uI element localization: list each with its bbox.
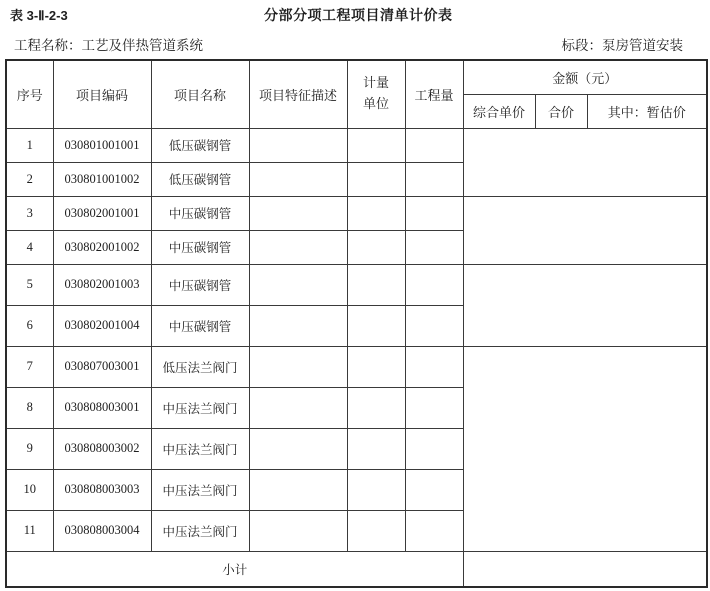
unit-cell	[347, 510, 405, 551]
desc-cell	[249, 469, 347, 510]
code-cell: 030808003004	[53, 510, 151, 551]
col-unit	[347, 60, 405, 128]
seq-cell: 11	[6, 510, 53, 551]
qty-cell	[405, 128, 463, 162]
name-cell: 中压碳钢管	[151, 230, 249, 264]
table-row	[6, 264, 707, 305]
seq-cell: 4	[6, 230, 53, 264]
unit-cell	[347, 469, 405, 510]
name-cell: 低压碳钢管	[151, 128, 249, 162]
name-cell: 中压碳钢管	[151, 305, 249, 346]
name-cell: 低压法兰阀门	[151, 346, 249, 387]
code-cell: 030802001002	[53, 230, 151, 264]
code-cell: 030801001002	[53, 162, 151, 196]
code-cell: 030802001004	[53, 305, 151, 346]
name-cell: 中压法兰阀门	[151, 387, 249, 428]
amount-cell	[463, 196, 707, 264]
subtotal-row	[6, 551, 707, 587]
page-title: 分部分项工程项目清单计价表	[264, 8, 453, 24]
col-unit-price: 综合单价	[463, 94, 535, 128]
subtotal-amount-cell	[463, 551, 707, 587]
col-unit-line2: 单位	[362, 97, 389, 113]
code-cell: 030808003002	[53, 428, 151, 469]
name-cell: 低压碳钢管	[151, 162, 249, 196]
qty-cell	[405, 510, 463, 551]
unit-cell	[347, 128, 405, 162]
amount-cell	[463, 346, 707, 551]
unit-cell	[347, 196, 405, 230]
col-desc: 项目特征描述	[249, 60, 347, 128]
desc-cell	[249, 305, 347, 346]
name-cell: 中压法兰阀门	[151, 469, 249, 510]
col-amount: 金额（元）	[463, 60, 707, 94]
desc-cell	[249, 128, 347, 162]
name-cell: 中压碳钢管	[151, 264, 249, 305]
seq-cell: 2	[6, 162, 53, 196]
code-cell: 030801001001	[53, 128, 151, 162]
header-row	[6, 60, 707, 94]
col-seq: 序号	[6, 60, 53, 128]
code-cell: 030807003001	[53, 346, 151, 387]
qty-cell	[405, 264, 463, 305]
seq-cell: 10	[6, 469, 53, 510]
qty-cell	[405, 162, 463, 196]
amount-cell	[463, 264, 707, 346]
col-total: 合价	[535, 94, 587, 128]
desc-cell	[249, 428, 347, 469]
col-qty: 工程量	[405, 60, 463, 128]
project-name: 工程名称：工艺及伴热管道系统	[14, 38, 203, 54]
seq-cell: 1	[6, 128, 53, 162]
unit-cell	[347, 305, 405, 346]
table-body	[6, 128, 707, 551]
desc-cell	[249, 162, 347, 196]
unit-cell	[347, 346, 405, 387]
col-name: 项目名称	[151, 60, 249, 128]
unit-cell	[347, 387, 405, 428]
seq-cell: 5	[6, 264, 53, 305]
unit-cell	[347, 230, 405, 264]
seq-cell: 3	[6, 196, 53, 230]
table-row	[6, 346, 707, 387]
col-provisional: 其中：暂估价	[587, 94, 707, 128]
unit-cell	[347, 428, 405, 469]
code-cell: 030802001001	[53, 196, 151, 230]
name-cell: 中压法兰阀门	[151, 428, 249, 469]
table-number: 表 3-Ⅱ-2-3	[10, 8, 68, 23]
desc-cell	[249, 264, 347, 305]
desc-cell	[249, 387, 347, 428]
qty-cell	[405, 469, 463, 510]
code-cell: 030808003001	[53, 387, 151, 428]
code-cell: 030808003003	[53, 469, 151, 510]
col-code: 项目编码	[53, 60, 151, 128]
desc-cell	[249, 230, 347, 264]
qty-cell	[405, 346, 463, 387]
code-cell: 030802001003	[53, 264, 151, 305]
amount-cell	[463, 128, 707, 196]
qty-cell	[405, 305, 463, 346]
unit-cell	[347, 162, 405, 196]
table-row	[6, 196, 707, 230]
qty-cell	[405, 428, 463, 469]
qty-cell	[405, 196, 463, 230]
desc-cell	[249, 346, 347, 387]
desc-cell	[249, 196, 347, 230]
subtotal-label: 小计	[6, 551, 463, 587]
seq-cell: 9	[6, 428, 53, 469]
bill-of-quantities-table	[5, 59, 708, 588]
section-label: 标段：泵房管道安装	[561, 38, 683, 54]
seq-cell: 8	[6, 387, 53, 428]
name-cell: 中压碳钢管	[151, 196, 249, 230]
qty-cell	[405, 387, 463, 428]
desc-cell	[249, 510, 347, 551]
table-row	[6, 128, 707, 162]
qty-cell	[405, 230, 463, 264]
col-unit-line1: 计量	[362, 76, 389, 92]
name-cell: 中压法兰阀门	[151, 510, 249, 551]
seq-cell: 7	[6, 346, 53, 387]
unit-cell	[347, 264, 405, 305]
title-bar	[10, 5, 700, 25]
seq-cell: 6	[6, 305, 53, 346]
